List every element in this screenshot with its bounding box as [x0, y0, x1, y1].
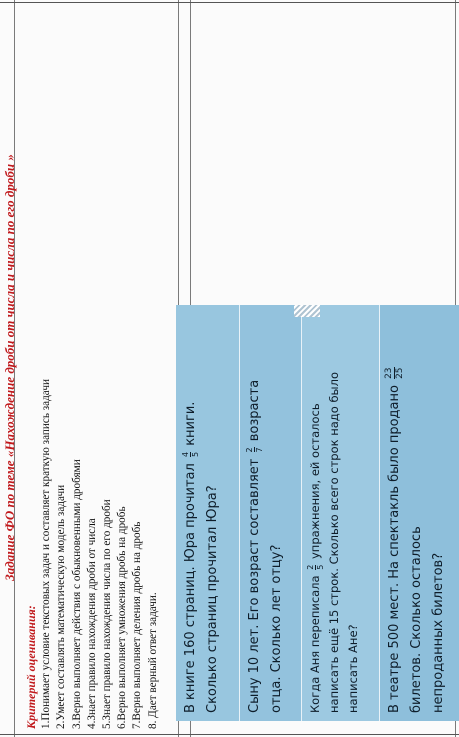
task-text: непроданных билетов? [431, 552, 446, 713]
fraction [245, 447, 264, 452]
fraction-denominator: 5 [316, 564, 325, 570]
criteria-list [24, 169, 161, 729]
criteria-item: 2.Умеет составлять математическую модель задачи [55, 484, 68, 729]
fraction-numerator: 2 [306, 564, 315, 570]
fraction-denominator: 25 [395, 367, 405, 379]
task-text: В театре 500 мест. На спектакль было продано [387, 385, 402, 713]
fraction-numerator: 23 [384, 367, 394, 379]
criteria-item: 1.Понимает условие текстовых задач и составляет краткую запись задачи [40, 379, 53, 729]
criteria-heading: Критерий оценивания: [24, 605, 38, 729]
task-text: книги. [183, 401, 198, 446]
assignment-title: Задание ФО по теме «Нахождение дроби от числа и числа по его дроби » [2, 154, 17, 581]
task-text: отца. Сколько лет отцу? [269, 544, 284, 713]
fraction [181, 452, 200, 457]
task-text: билетов. Сколько осталось [409, 526, 424, 713]
task-text: Сыну 10 лет. Его возраст составляет [247, 458, 262, 713]
fraction-numerator: 2 [245, 447, 254, 453]
task-text: Сколько страниц прочитал Юра? [205, 485, 220, 713]
fraction [384, 367, 405, 378]
criteria-item: 5.Знает правило нахождения числа по его дроби [101, 499, 114, 729]
task-4 [380, 305, 459, 721]
task-text: написать ещё 15 строк. Сколько всего строк надо было [327, 371, 341, 713]
torn-corner [294, 305, 320, 317]
task-2 [240, 305, 302, 721]
task-text: написать Ане? [346, 624, 360, 713]
fraction-denominator: 5 [191, 451, 200, 458]
criteria-item: 3.Верно выполняет действия с обыкновенными дробями [70, 459, 83, 729]
fraction-denominator: 7 [255, 447, 264, 453]
task-3 [302, 305, 380, 721]
criteria-item: 6.Верно выполняет умножения дробь на дробь [116, 506, 129, 729]
task-text: возраста [247, 379, 262, 442]
task-1 [176, 305, 240, 721]
fraction-numerator: 4 [181, 451, 190, 458]
task-text: упражнения, ей осталось [308, 403, 322, 559]
task-text: В книге 160 страниц. Юра прочитал [183, 463, 198, 713]
fraction [306, 565, 325, 570]
task-image [176, 305, 459, 721]
criteria-item: 8. Дает верный ответ задачи. [146, 592, 159, 729]
criteria-item: 4.Знает правило нахождения дроби от числа [85, 518, 98, 729]
criteria-item: 7.Верно выполняет деления дробь на дробь [131, 521, 144, 729]
task-text: Когда Аня переписала [308, 575, 322, 713]
